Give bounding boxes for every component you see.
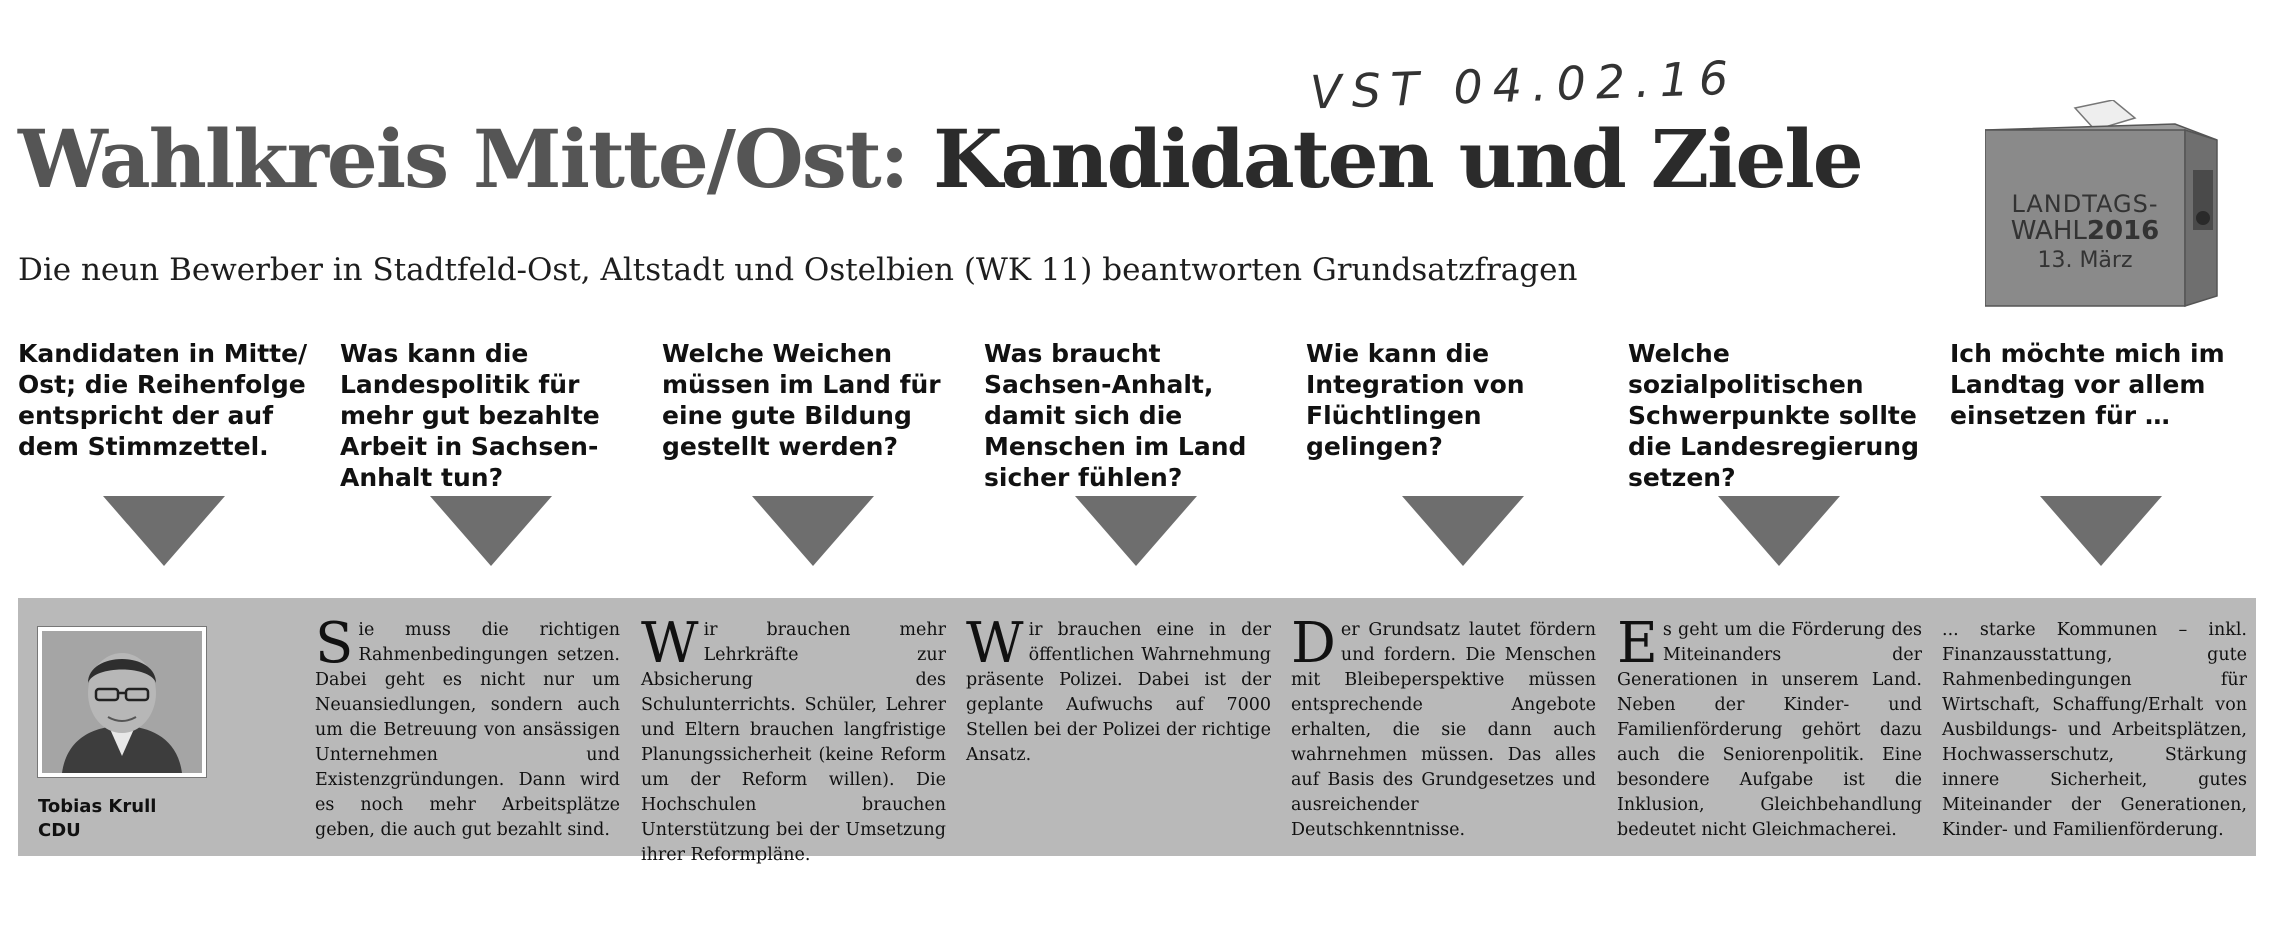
ballot-box-graphic: [1985, 100, 2225, 310]
answer-security: [966, 611, 1271, 768]
answer-text: ir brauchen eine in der öffentlichen Wahrnehmung präsente Polizei. Dabei ist der geplante Aufwuchs auf 7000 Stellen bei der Polizei der richtige Ansatz.: [966, 620, 1271, 765]
headline-part-2: Kandidaten und Ziele: [933, 112, 1862, 206]
answer-personal-goals: [1942, 618, 2247, 843]
down-arrow-icon: [1402, 496, 1524, 566]
answer-text: ie muss die richtigen Rahmenbedingungen setzen. Dabei geht es nicht nur um Neuansiedlungen, sondern auch um die Betreuung von ansässigen Unternehmen und Existenzgründungen. Dann wird es noch mehr Arbeitsplätze geben, die auch gut bezahlt sind.: [315, 620, 620, 840]
answer-dropcap: S: [315, 611, 354, 676]
candidate-party: CDU: [38, 820, 81, 841]
ballot-label-date: 13. März: [2037, 248, 2133, 273]
question-header-candidates: Kandidaten in Mitte/ Ost; die Reihenfolge entspricht der auf dem Stimmzettel.: [18, 339, 308, 461]
answer-text: ir brauchen mehr Lehrkräfte zur Absicherung des Schulunterrichts. Schüler, Lehrer und Eltern brauchen langfristige Planungssicherheit (keine Reform um der Reform willen). Die Hochschulen brauchen Unterstützung bei der Umsetzung ihrer Reformpläne.: [641, 620, 946, 865]
down-arrow-icon: [1075, 496, 1197, 566]
down-arrow-icon: [430, 496, 552, 566]
down-arrow-icon: [103, 496, 225, 566]
handwritten-date-note: VST 04.02.16: [1309, 50, 1740, 120]
ballot-label-line-1: LANDTAGS-: [2011, 190, 2159, 218]
down-arrow-icon: [2040, 496, 2162, 566]
answer-text: s geht um die Förderung des Miteinanders der Generationen in unserem Land. Neben der Kinder- und Familienförderung gehört dazu auch die Seniorenpolitik. Eine besondere Aufgabe ist die Inklusion, Gleichbehandlung bedeutet nicht Gleichmacherei.: [1617, 620, 1922, 840]
ballot-label-year: 2016: [2086, 216, 2160, 246]
subheadline: Die neun Bewerber in Stadtfeld-Ost, Altstadt und Ostelbien (WK 11) beantworten Grundsatzfragen: [18, 252, 1578, 288]
answer-text: ... starke Kommunen – inkl. Finanzausstattung, gute Rahmenbedingungen für Wirtschaft, Schaffung/Erhalt von Ausbildungs- und Arbeitsplätzen, Hochwasserschutz, Stärkung innere Sicherheit, gutes Miteinander der Generationen, Kinder- und Familienförderung.: [1942, 620, 2247, 840]
question-social-policy: Welche sozialpolitischen Schwerpunkte sollte die Landesregierung setzen?: [1628, 339, 1919, 492]
answer-dropcap: D: [1291, 611, 1336, 676]
answer-dropcap: W: [641, 611, 699, 676]
question-education: Welche Weichen müssen im Land für eine gute Bildung gestellt werden?: [662, 339, 941, 461]
answer-education: [641, 611, 946, 868]
question-integration: Wie kann die Integration von Flüchtlingen gelingen?: [1306, 339, 1525, 461]
ballot-label-line-2: [1985, 216, 2185, 246]
answer-dropcap: E: [1617, 611, 1658, 676]
answer-jobs: [315, 611, 620, 843]
question-personal-goals: Ich möchte mich im Landtag vor allem einsetzen für …: [1950, 339, 2225, 430]
answer-social-policy: [1617, 611, 1922, 843]
down-arrow-icon: [752, 496, 874, 566]
question-jobs: Was kann die Landespolitik für mehr gut bezahlte Arbeit in Sachsen-Anhalt tun?: [340, 339, 600, 492]
down-arrow-icon: [1718, 496, 1840, 566]
candidate-photo: [38, 627, 206, 777]
page-headline: [18, 112, 1862, 206]
candidate-name: Tobias Krull: [38, 796, 157, 817]
answer-integration: [1291, 611, 1596, 843]
answer-text: er Grundsatz lautet fördern und fordern. Die Menschen mit Bleibeperspektive müssen entsprechende Angebote erhalten, die sie dann auch wahrnehmen müssen. Das alles auf Basis des Grundgesetzes und ausreichender Deutschkenntnisse.: [1291, 620, 1596, 840]
ballot-label-wahl: WAHL: [2010, 216, 2087, 246]
candidate-portrait-image: [42, 631, 202, 773]
answer-dropcap: W: [966, 611, 1024, 676]
question-security: Was braucht Sachsen-Anhalt, damit sich die Menschen im Land sicher fühlen?: [984, 339, 1247, 492]
headline-part-1: Wahlkreis Mitte/Ost:: [18, 112, 934, 206]
